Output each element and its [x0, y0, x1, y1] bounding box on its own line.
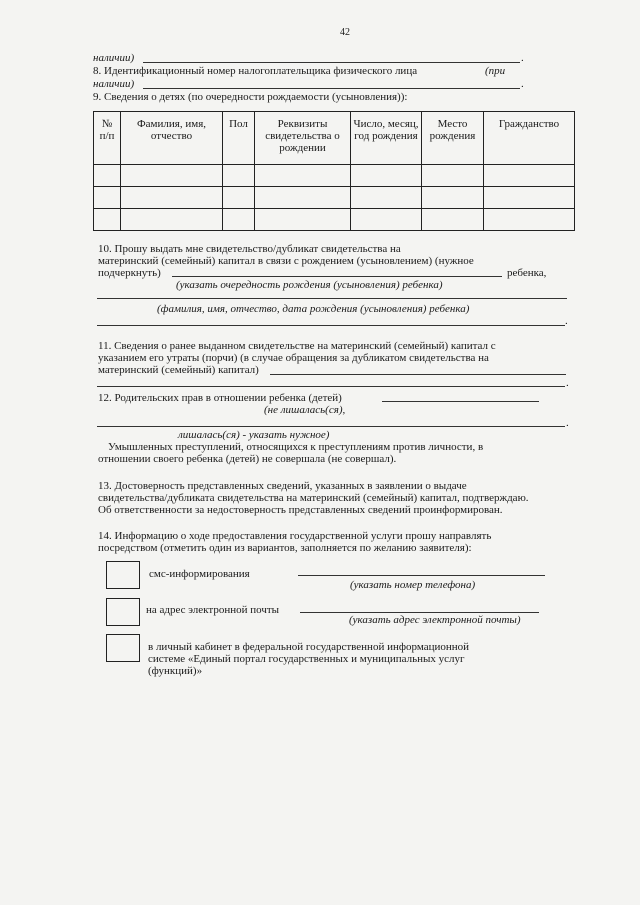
item10-hint-fio: (фамилия, имя, отчество, дата рождения (усыновления) ребенка) [157, 303, 470, 315]
table-cell[interactable] [255, 209, 351, 231]
item11-line3: материнский (семейный) капитал) [98, 364, 259, 376]
period: . [521, 78, 524, 90]
table-cell[interactable] [484, 165, 575, 187]
prev-certificate-fill-line[interactable] [270, 374, 566, 375]
col-header-citizenship: Гражданство [484, 112, 575, 165]
col-header-number: № п/п [94, 112, 121, 165]
table-cell[interactable] [121, 165, 223, 187]
cabinet-line2: системе «Единый портал государственных и муниципальных услуг [148, 653, 465, 665]
item13-line1: 13. Достоверность представленных сведений, указанных в заявлении о выдаче [98, 480, 467, 492]
item14-line1: 14. Информацию о ходе предоставления государственной услуги прошу направлять [98, 530, 492, 542]
item12-hint1: (не лишалась(ся), [264, 404, 346, 416]
col-header-birthdate: Число, месяц, год рождения [351, 112, 422, 165]
period: . [565, 315, 568, 327]
children-table [93, 111, 575, 231]
item12-hint2: лишалась(ся) - указать нужное) [178, 429, 330, 441]
child-fio-fill-line-2[interactable] [97, 325, 565, 326]
inn-fill-line[interactable] [143, 88, 520, 89]
table-row [94, 209, 575, 231]
item10-line1: 10. Прошу выдать мне свидетельство/дубликат свидетельства на [98, 243, 401, 255]
item10-line3-end: ребенка, [507, 267, 547, 279]
col-header-certificate: Реквизиты свидетельства о рождении [255, 112, 351, 165]
table-cell[interactable] [223, 165, 255, 187]
table-cell[interactable] [94, 187, 121, 209]
table-cell[interactable] [94, 165, 121, 187]
table-cell[interactable] [484, 209, 575, 231]
table-cell[interactable] [121, 187, 223, 209]
child-order-fill-line[interactable] [172, 276, 502, 277]
period: . [521, 52, 524, 64]
parental-rights-fill-line-2[interactable] [97, 426, 565, 427]
item8-label: 8. Идентификационный номер налогоплательщика физического лица [93, 65, 418, 77]
item13-line2: свидетельства/дубликата свидетельства на материнский (семейный) капитал, подтверждаю. [98, 492, 529, 504]
email-hint: (указать адрес электронной почты) [349, 614, 521, 626]
item10-line2: материнский (семейный) капитал в связи с рождением (усыновлением) (нужное [98, 255, 474, 267]
sms-checkbox[interactable] [106, 561, 140, 589]
table-cell[interactable] [223, 187, 255, 209]
col-header-fio: Фамилия, имя, отчество [121, 112, 223, 165]
cabinet-checkbox[interactable] [106, 634, 140, 662]
table-cell[interactable] [223, 209, 255, 231]
parental-rights-fill-line[interactable] [382, 401, 539, 402]
table-cell[interactable] [351, 187, 422, 209]
page-number: 42 [340, 27, 350, 38]
item10-hint-order: (указать очередность рождения (усыновления) ребенка) [176, 279, 443, 291]
sms-hint: (указать номер телефона) [350, 579, 476, 591]
children-table-header [94, 112, 575, 165]
table-row [94, 165, 575, 187]
item12-line1: 12. Родительских прав в отношении ребенка (детей) [98, 392, 342, 404]
table-cell[interactable] [422, 187, 484, 209]
fill-line[interactable] [143, 62, 520, 63]
table-cell[interactable] [255, 187, 351, 209]
item14-line2: посредством (отметить один из вариантов, заполняется по желанию заявителя): [98, 542, 472, 554]
crimes-line2: отношении своего ребенка (детей) не совершала (не совершал). [98, 453, 397, 465]
header-line3: наличии) [93, 78, 135, 90]
child-fio-fill-line[interactable] [97, 298, 567, 299]
col-header-sex: Пол [223, 112, 255, 165]
email-checkbox[interactable] [106, 598, 140, 626]
email-label: на адрес электронной почты [146, 604, 280, 616]
item11-line1: 11. Сведения о ранее выданном свидетельстве на материнский (семейный) капитал с [98, 340, 496, 352]
table-cell[interactable] [351, 209, 422, 231]
item10-line3: подчеркнуть) [98, 267, 161, 279]
period: . [566, 377, 569, 389]
item11-line2: указанием его утраты (порчи) (в случае обращения за дубликатом свидетельства на [98, 352, 489, 364]
item9-label: 9. Сведения о детях (по очередности рождаемости (усыновления)): [93, 91, 408, 103]
col-header-birthplace: Место рождения [422, 112, 484, 165]
sms-label: смс-информирования [149, 568, 250, 580]
item8-label-italic: (при [485, 65, 506, 77]
prev-certificate-fill-line-2[interactable] [97, 386, 565, 387]
cabinet-line3: (функций)» [148, 665, 203, 677]
table-cell[interactable] [121, 209, 223, 231]
header-line1: наличии) [93, 52, 135, 64]
period: . [566, 417, 569, 429]
table-cell[interactable] [422, 209, 484, 231]
phone-fill-line[interactable] [298, 575, 545, 576]
crimes-line1: Умышленных преступлений, относящихся к преступлениям против личности, в [108, 441, 484, 453]
table-cell[interactable] [94, 209, 121, 231]
email-fill-line[interactable] [300, 612, 539, 613]
table-cell[interactable] [351, 165, 422, 187]
table-cell[interactable] [422, 165, 484, 187]
item13-line3: Об ответственности за недостоверность представленных сведений проинформирован. [98, 504, 503, 516]
table-cell[interactable] [484, 187, 575, 209]
cabinet-line1: в личный кабинет в федеральной государственной информационной [148, 641, 470, 653]
table-cell[interactable] [255, 165, 351, 187]
table-row [94, 187, 575, 209]
